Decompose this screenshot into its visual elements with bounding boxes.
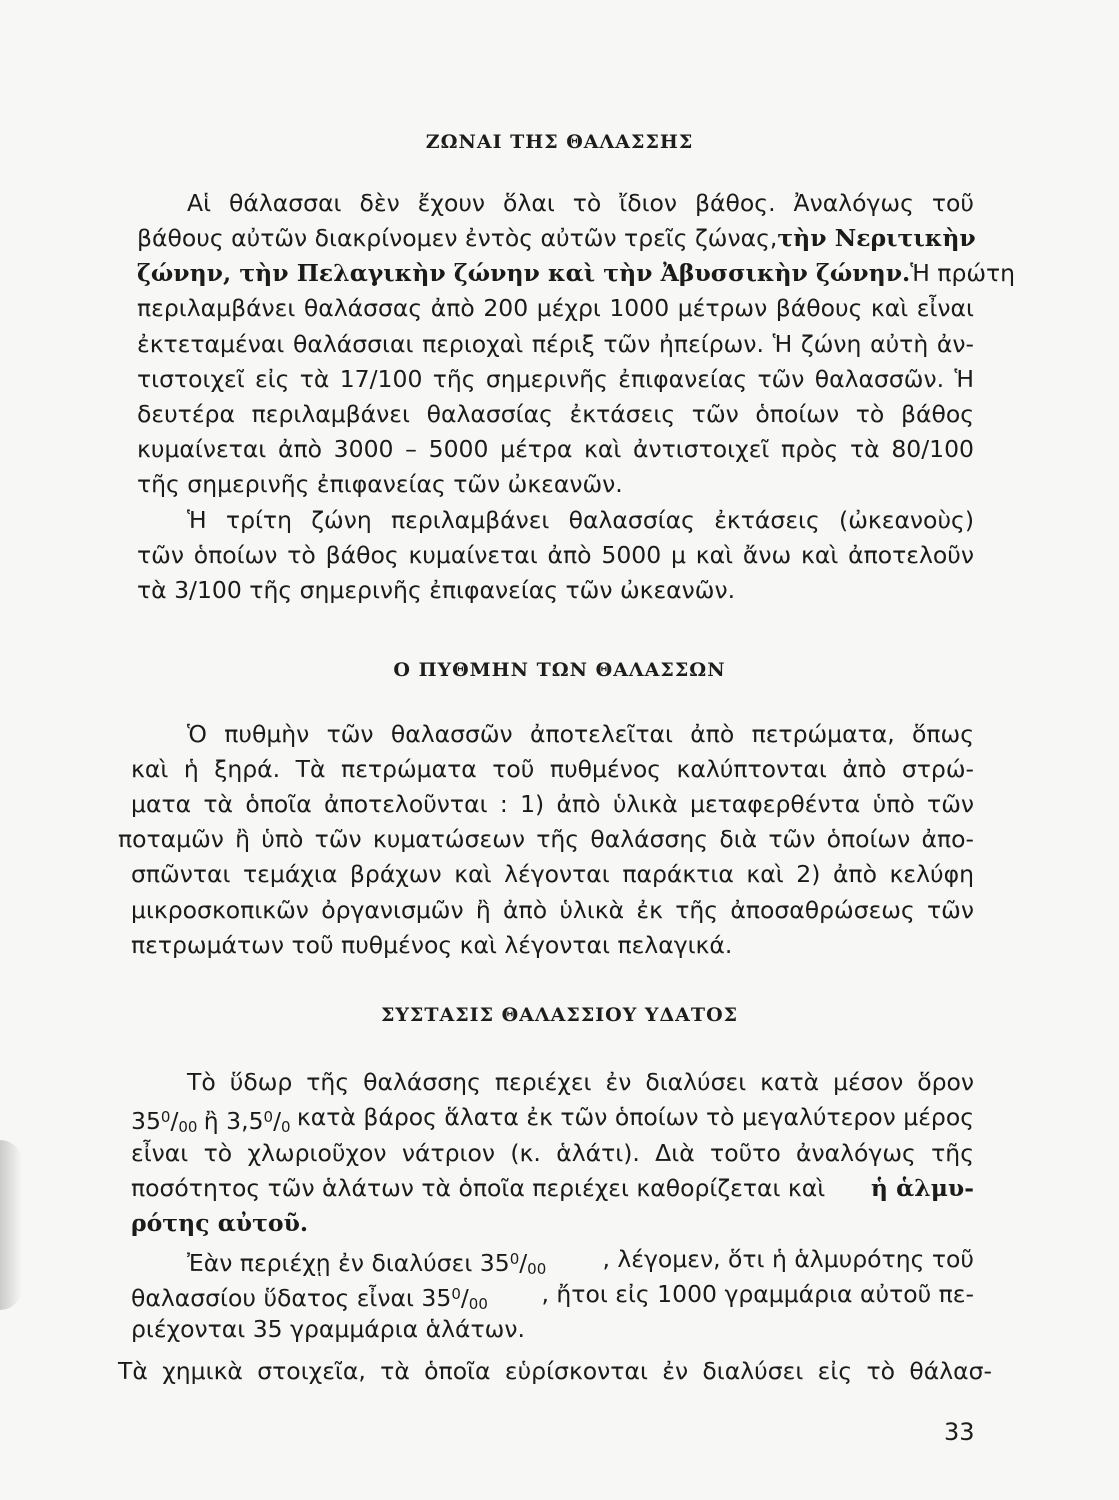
section-heading-zones: ΖΩΝΑΙ ΤΗΣ ΘΑΛΑΣΣΗΣ: [425, 131, 694, 153]
text-line: ριέχονται 35 γραμμάρια ἁλάτων.: [131, 1315, 525, 1343]
text-fragment-bold: ζώνην, τὴν Πελαγικὴν ζώνην καὶ τὴν Ἀβυσσικὴν ζώνην.: [137, 259, 911, 287]
text-fragment: κατὰ βάρος ἅλατα ἐκ τῶν ὁποίων τὸ μεγαλύτερον μέρος: [296, 1103, 974, 1131]
text-fragment: βάθους αὐτῶν διακρίνομεν ἐντὸς αὐτῶν τρεῖς ζώνας,: [137, 224, 778, 252]
text-line: [137, 257, 1016, 289]
text-line: ποταμῶν ἢ ὑπὸ τῶν κυματώσεων τῆς θαλάσσης διὰ τῶν ὁποίων ἀπο-: [118, 825, 974, 853]
text-fragment: Ἐὰν περιέχῃ ἐν διαλύσει $35^0/_{00}$: [187, 1249, 547, 1278]
percent-sup: 0: [263, 1108, 274, 1126]
percent-sub: 0: [281, 1118, 291, 1136]
text-fragment-bold: ἡ ἁλμυ-: [870, 1174, 974, 1202]
text-line: Τὸ ὕδωρ τῆς θαλάσσης περιέχει ἐν διαλύσει κατὰ μέσον ὅρον: [187, 1068, 974, 1096]
text-line: τιστοιχεῖ εἰς τὰ 17/100 τῆς σημερινῆς ἐπιφανείας τῶν θαλασσῶν. Ἡ: [137, 365, 974, 393]
text-line: τὰ 3/100 τῆς σημερινῆς ἐπιφανείας τῶν ὠκεανῶν.: [137, 576, 736, 604]
text-fragment-a: θαλασσίου ὕδατος εἶναι 35: [131, 1284, 452, 1312]
value-3-5: ἢ 3,5: [203, 1107, 264, 1135]
text-line: δευτέρα περιλαμβάνει θαλασσίας ἐκτάσεις τῶν ὁποίων τὸ βάθος: [137, 400, 974, 428]
text-fragment-a: Ἐὰν περιέχῃ ἐν διαλύσει 35: [187, 1249, 510, 1277]
text-line: ματα τὰ ὁποῖα ἀποτελοῦνται : 1) ἀπὸ ὑλικὰ μεταφερθέντα ὑπὸ τῶν: [131, 790, 974, 818]
permille-sup: 0: [160, 1108, 171, 1126]
text-line: Τὰ χημικὰ στοιχεῖα, τὰ ὁποῖα εὑρίσκονται ἐν διαλύσει εἰς τὸ θάλασ-: [118, 1357, 992, 1385]
scan-edge-shadow: [0, 1140, 22, 1310]
text-line: Αἱ θάλασσαι δὲν ἔχουν ὅλαι τὸ ἴδιον βάθος. Ἀναλόγως τοῦ: [187, 189, 974, 217]
text-line: Ὁ πυθμὴν τῶν θαλασσῶν ἀποτελεῖται ἀπὸ πετρώματα, ὅπως: [187, 720, 974, 748]
text-line: μικροσκοπικῶν ὀργανισμῶν ἢ ἀπὸ ὑλικὰ ἐκ τῆς ἀποσαθρώσεως τῶν: [131, 896, 974, 924]
permille-sub: 00: [527, 1260, 547, 1278]
text-fragment: , ἤτοι εἰς 1000 γραμμάρια αὐτοῦ πε-: [541, 1280, 974, 1308]
text-fragment: , λέγομεν, ὅτι ἡ ἁλμυρότης τοῦ: [602, 1245, 974, 1273]
text-fragment: $35^0/_{00}$: [131, 1107, 198, 1136]
text-line: καὶ ἡ ξηρά. Τὰ πετρώματα τοῦ πυθμένος καλύπτονται ἀπὸ στρώ-: [131, 755, 974, 783]
permille-sub: 00: [178, 1118, 198, 1136]
text-fragment: ἢ $3,5^0/_0$: [203, 1107, 291, 1136]
text-line: εἶναι τὸ χλωριοῦχον νάτριον (κ. ἁλάτι). Διὰ τοῦτο ἀναλόγως τῆς: [131, 1139, 974, 1167]
text-line: πετρωμάτων τοῦ πυθμένος καὶ λέγονται πελαγικά.: [131, 931, 733, 959]
permille-sup: 0: [451, 1285, 461, 1303]
text-line: [137, 222, 974, 254]
text-fragment-bold: τὴν Νεριτικὴν: [777, 224, 976, 252]
text-line-bold: ρότης αὐτοῦ.: [131, 1209, 309, 1237]
text-line: ἐκτεταμέναι θαλάσσιαι περιοχαὶ πέριξ τῶν ἠπείρων. Ἡ ζώνη αὐτὴ ἀν-: [137, 330, 974, 358]
text-line: [131, 1172, 974, 1204]
section-heading-sea-floor: Ο ΠΥΘΜΗΝ ΤΩΝ ΘΑΛΑΣΣΩΝ: [393, 659, 726, 681]
text-line: περιλαμβάνει θαλάσσας ἀπὸ 200 μέχρι 1000 μέτρων βάθους καὶ εἶναι: [137, 294, 974, 322]
text-fragment: θαλασσίου ὕδατος εἶναι $35^0/_{00}$: [131, 1284, 488, 1313]
page-number: 33: [944, 1418, 975, 1446]
text-line: κυμαίνεται ἀπὸ 3000 – 5000 μέτρα καὶ ἀντιστοιχεῖ πρὸς τὰ 80/100: [137, 435, 974, 463]
value-35: 35: [131, 1107, 161, 1135]
permille-sup: 0: [509, 1250, 520, 1268]
text-line: Ἡ τρίτη ζώνη περιλαμβάνει θαλασσίας ἐκτάσεις (ὠκεανοὺς): [187, 506, 974, 534]
text-fragment: Ἡ πρώτη: [910, 259, 1016, 287]
section-heading-composition: ΣΥΣΤΑΣΙΣ ΘΑΛΑΣΣΙΟΥ ΥΔΑΤΟΣ: [380, 1004, 739, 1026]
permille-sub: 00: [468, 1295, 488, 1313]
text-line: τῶν ὁποίων τὸ βάθος κυμαίνεται ἀπὸ 5000 μ καὶ ἄνω καὶ ἀποτελοῦν: [137, 541, 974, 569]
text-line: σπῶνται τεμάχια βράχων καὶ λέγονται παράκτια καὶ 2) ἀπὸ κελύφη: [131, 860, 974, 888]
text-line: τῆς σημερινῆς ἐπιφανείας τῶν ὠκεανῶν.: [137, 470, 623, 498]
text-fragment: ποσότητος τῶν ἁλάτων τὰ ὁποῖα περιέχει καθορίζεται καὶ: [131, 1174, 826, 1202]
